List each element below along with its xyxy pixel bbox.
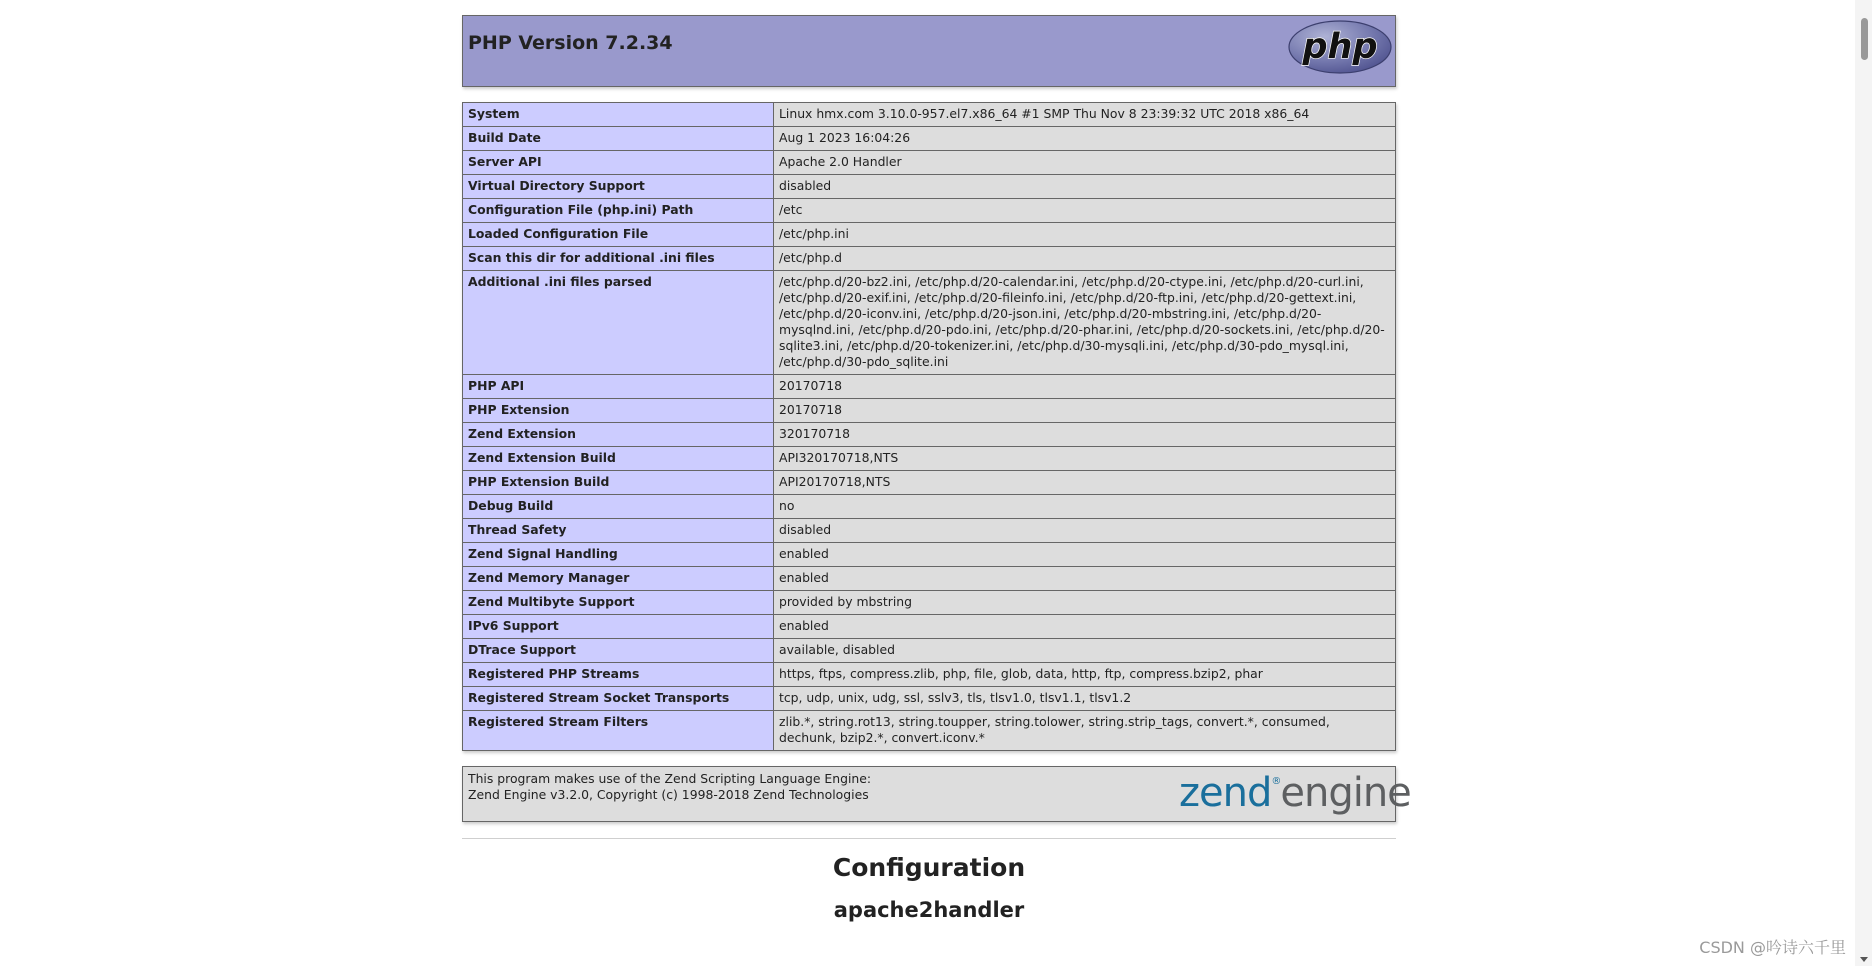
info-row bbox=[463, 247, 1396, 271]
info-value: no bbox=[774, 495, 1396, 519]
phpinfo-page bbox=[462, 15, 1411, 922]
info-row bbox=[463, 151, 1396, 175]
info-value: 20170718 bbox=[774, 399, 1396, 423]
info-row bbox=[463, 519, 1396, 543]
info-value: Linux hmx.com 3.10.0-957.el7.x86_64 #1 SMP Thu Nov 8 23:39:32 UTC 2018 x86_64 bbox=[774, 103, 1396, 127]
info-row bbox=[463, 495, 1396, 519]
info-value: 20170718 bbox=[774, 375, 1396, 399]
info-row bbox=[463, 687, 1396, 711]
scrollbar-thumb[interactable] bbox=[1861, 18, 1868, 60]
info-value: enabled bbox=[774, 615, 1396, 639]
csdn-watermark: CSDN @吟诗六千里 bbox=[1699, 938, 1846, 957]
info-key: PHP API bbox=[463, 375, 774, 399]
info-value: /etc/php.ini bbox=[774, 223, 1396, 247]
section-divider bbox=[462, 838, 1396, 839]
info-key: Virtual Directory Support bbox=[463, 175, 774, 199]
info-key: Scan this dir for additional .ini files bbox=[463, 247, 774, 271]
info-row bbox=[463, 711, 1396, 751]
info-key: Zend Extension bbox=[463, 423, 774, 447]
info-value: disabled bbox=[774, 519, 1396, 543]
info-row bbox=[463, 447, 1396, 471]
info-value: 320170718 bbox=[774, 423, 1396, 447]
info-key: Server API bbox=[463, 151, 774, 175]
info-row bbox=[463, 199, 1396, 223]
info-value: Apache 2.0 Handler bbox=[774, 151, 1396, 175]
info-row bbox=[463, 223, 1396, 247]
info-value: https, ftps, compress.zlib, php, file, glob, data, http, ftp, compress.bzip2, phar bbox=[774, 663, 1396, 687]
info-value: disabled bbox=[774, 175, 1396, 199]
info-key: Additional .ini files parsed bbox=[463, 271, 774, 375]
zend-copyright-line: Zend Engine v3.2.0, Copyright (c) 1998-2018 Zend Technologies bbox=[468, 787, 869, 802]
zend-engine-logo[interactable] bbox=[1179, 770, 1411, 824]
info-row bbox=[463, 375, 1396, 399]
info-key: Debug Build bbox=[463, 495, 774, 519]
info-key: System bbox=[463, 103, 774, 127]
info-key: IPv6 Support bbox=[463, 615, 774, 639]
info-row bbox=[463, 663, 1396, 687]
info-key: Zend Extension Build bbox=[463, 447, 774, 471]
info-key: PHP Extension bbox=[463, 399, 774, 423]
info-row bbox=[463, 639, 1396, 663]
info-key: Registered PHP Streams bbox=[463, 663, 774, 687]
engine-logo-text: engine bbox=[1280, 770, 1411, 816]
info-row bbox=[463, 471, 1396, 495]
info-value: provided by mbstring bbox=[774, 591, 1396, 615]
vertical-scrollbar[interactable] bbox=[1855, 0, 1872, 966]
info-key: Configuration File (php.ini) Path bbox=[463, 199, 774, 223]
info-table bbox=[462, 102, 1396, 751]
info-row bbox=[463, 567, 1396, 591]
info-value: enabled bbox=[774, 567, 1396, 591]
info-key: Build Date bbox=[463, 127, 774, 151]
info-value: enabled bbox=[774, 543, 1396, 567]
info-row bbox=[463, 615, 1396, 639]
info-row bbox=[463, 103, 1396, 127]
info-key: Zend Multibyte Support bbox=[463, 591, 774, 615]
zend-logo-text: zend bbox=[1179, 770, 1272, 816]
info-row bbox=[463, 399, 1396, 423]
scroll-down-arrow-icon[interactable] bbox=[1860, 957, 1868, 962]
info-row bbox=[463, 543, 1396, 567]
info-key: PHP Extension Build bbox=[463, 471, 774, 495]
info-row bbox=[463, 271, 1396, 375]
info-key: Zend Signal Handling bbox=[463, 543, 774, 567]
info-key: Registered Stream Filters bbox=[463, 711, 774, 751]
info-value: Aug 1 2023 16:04:26 bbox=[774, 127, 1396, 151]
zend-engine-box bbox=[462, 766, 1411, 822]
info-row bbox=[463, 591, 1396, 615]
info-row bbox=[463, 175, 1396, 199]
info-row bbox=[463, 127, 1396, 151]
info-value: /etc/php.d/20-bz2.ini, /etc/php.d/20-calendar.ini, /etc/php.d/20-ctype.ini, /etc/php.d/20-curl.ini, /etc/php.d/20-exif.ini, /etc/php.d/20-fileinfo.ini, /etc/php.d/20-ftp.ini, /etc/php.d/20-gettext.ini, /etc/php.d/20-iconv.ini, /etc/php.d/20-json.ini, /etc/php.d/20-mbstring.ini, /etc/php.d/20-mysqlnd.ini, /etc/php.d/20-pdo.ini, /etc/php.d/20-phar.ini, /etc/php.d/20-sockets.ini, /etc/php.d/20-sqlite3.ini, /etc/php.d/20-tokenizer.ini, /etc/php.d/30-mysqli.ini, /etc/php.d/30-pdo_mysql.ini, /etc/php.d/30-pdo_sqlite.ini bbox=[774, 271, 1396, 375]
php-logo[interactable] bbox=[1288, 19, 1392, 79]
info-key: Registered Stream Socket Transports bbox=[463, 687, 774, 711]
php-logo-text: php bbox=[1302, 27, 1378, 67]
version-header bbox=[462, 15, 1396, 87]
zend-info-line: This program makes use of the Zend Scripting Language Engine: bbox=[468, 771, 872, 786]
info-value: API20170718,NTS bbox=[774, 471, 1396, 495]
info-value: /etc/php.d bbox=[774, 247, 1396, 271]
page-title: PHP Version 7.2.34 bbox=[468, 32, 673, 54]
info-key: DTrace Support bbox=[463, 639, 774, 663]
info-value: available, disabled bbox=[774, 639, 1396, 663]
configuration-heading: Configuration bbox=[832, 853, 1026, 882]
svg-text:zend®engine: zend®engine bbox=[1179, 770, 1411, 816]
apache2handler-heading[interactable]: apache2handler bbox=[833, 898, 1025, 922]
info-key: Zend Memory Manager bbox=[463, 567, 774, 591]
info-value: zlib.*, string.rot13, string.toupper, string.tolower, string.strip_tags, convert.*, consumed, dechunk, bzip2.*, convert.iconv.* bbox=[774, 711, 1396, 751]
info-row bbox=[463, 423, 1396, 447]
info-value: API320170718,NTS bbox=[774, 447, 1396, 471]
info-value: tcp, udp, unix, udg, ssl, sslv3, tls, tlsv1.0, tlsv1.1, tlsv1.2 bbox=[774, 687, 1396, 711]
info-value: /etc bbox=[774, 199, 1396, 223]
info-key: Thread Safety bbox=[463, 519, 774, 543]
info-key: Loaded Configuration File bbox=[463, 223, 774, 247]
